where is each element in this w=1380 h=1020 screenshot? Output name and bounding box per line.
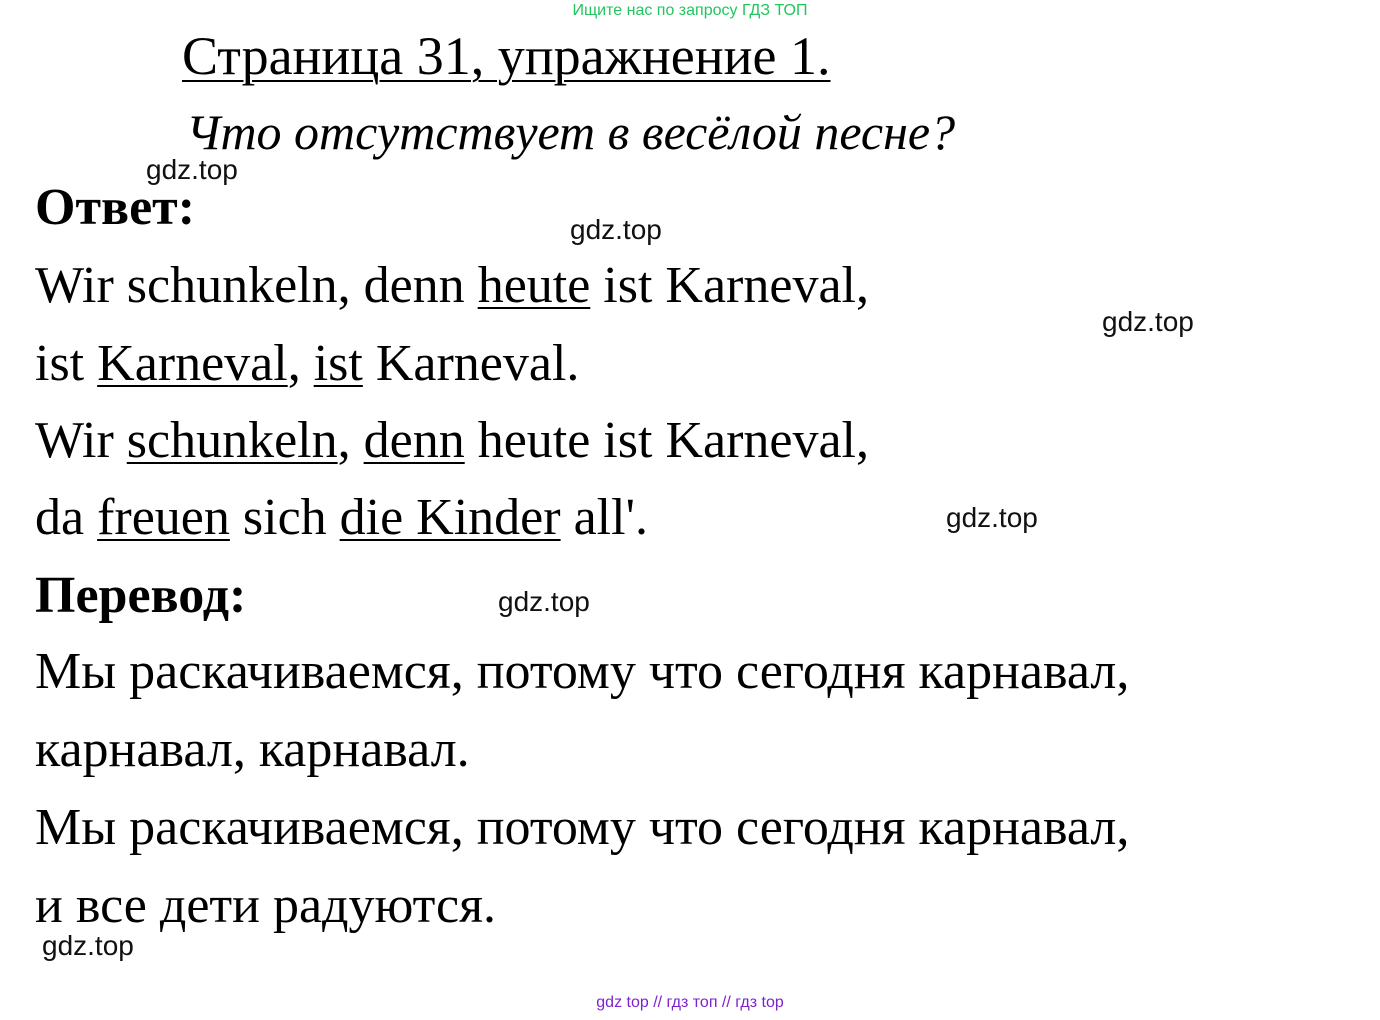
answer-line-3	[35, 411, 869, 471]
exercise-question: Что отсутствует в весёлой песне?	[186, 104, 956, 160]
answer-line-4-text-3: all'.	[560, 489, 648, 546]
answer-line-1-text-1: Wir schunkeln, denn	[35, 257, 478, 314]
answer-line-4	[35, 488, 648, 548]
answer-line-2-text-2: ,	[287, 335, 314, 392]
watermark: gdz.top	[42, 930, 134, 961]
answer-line-2-text-1: ist	[35, 335, 98, 392]
page-title: Страница 31, упражнение 1.	[182, 26, 831, 86]
watermark: gdz.top	[146, 154, 238, 185]
answer-line-2-underlined-1: Karneval	[97, 335, 288, 392]
answer-line-3-text-3: heute ist Karneval,	[464, 412, 869, 469]
search-hint-banner: Ищите нас по запросу ГДЗ ТОП	[572, 2, 808, 19]
watermark: gdz.top	[946, 502, 1038, 533]
watermark: gdz.top	[1102, 306, 1194, 337]
answer-line-1	[35, 256, 869, 316]
answer-line-4-underlined-1: freuen	[97, 489, 230, 546]
answer-line-4-underlined-2: die Kinder	[339, 489, 561, 546]
answer-line-4-text-2: sich	[229, 489, 340, 546]
translation-line-3: Мы раскачиваемся, потому что сегодня карнавал,	[35, 799, 1130, 856]
answer-line-3-underlined-1: schunkeln	[126, 412, 338, 469]
translation-line-1: Мы раскачиваемся, потому что сегодня карнавал,	[35, 643, 1130, 700]
answer-line-3-text-1: Wir	[35, 412, 127, 469]
answer-line-2	[35, 334, 579, 394]
answer-line-3-text-2: ,	[337, 412, 364, 469]
watermark: gdz.top	[498, 586, 590, 617]
answer-line-4-text-1: da	[35, 489, 98, 546]
answer-line-3-underlined-2: denn	[363, 412, 465, 469]
translation-heading: Перевод:	[35, 567, 247, 624]
watermark: gdz.top	[570, 214, 662, 245]
answer-line-1-text-2: ist Karneval,	[590, 257, 869, 314]
translation-line-2: карнавал, карнавал.	[35, 721, 470, 778]
answer-line-2-text-3: Karneval.	[362, 335, 580, 392]
translation-line-4: и все дети радуются.	[35, 877, 497, 934]
footer-links: gdz top // гдз топ // гдз top	[596, 994, 784, 1011]
answer-line-1-underlined-1: heute	[477, 257, 591, 314]
answer-heading: Ответ:	[35, 179, 196, 236]
answer-line-2-underlined-2: ist	[313, 335, 363, 392]
